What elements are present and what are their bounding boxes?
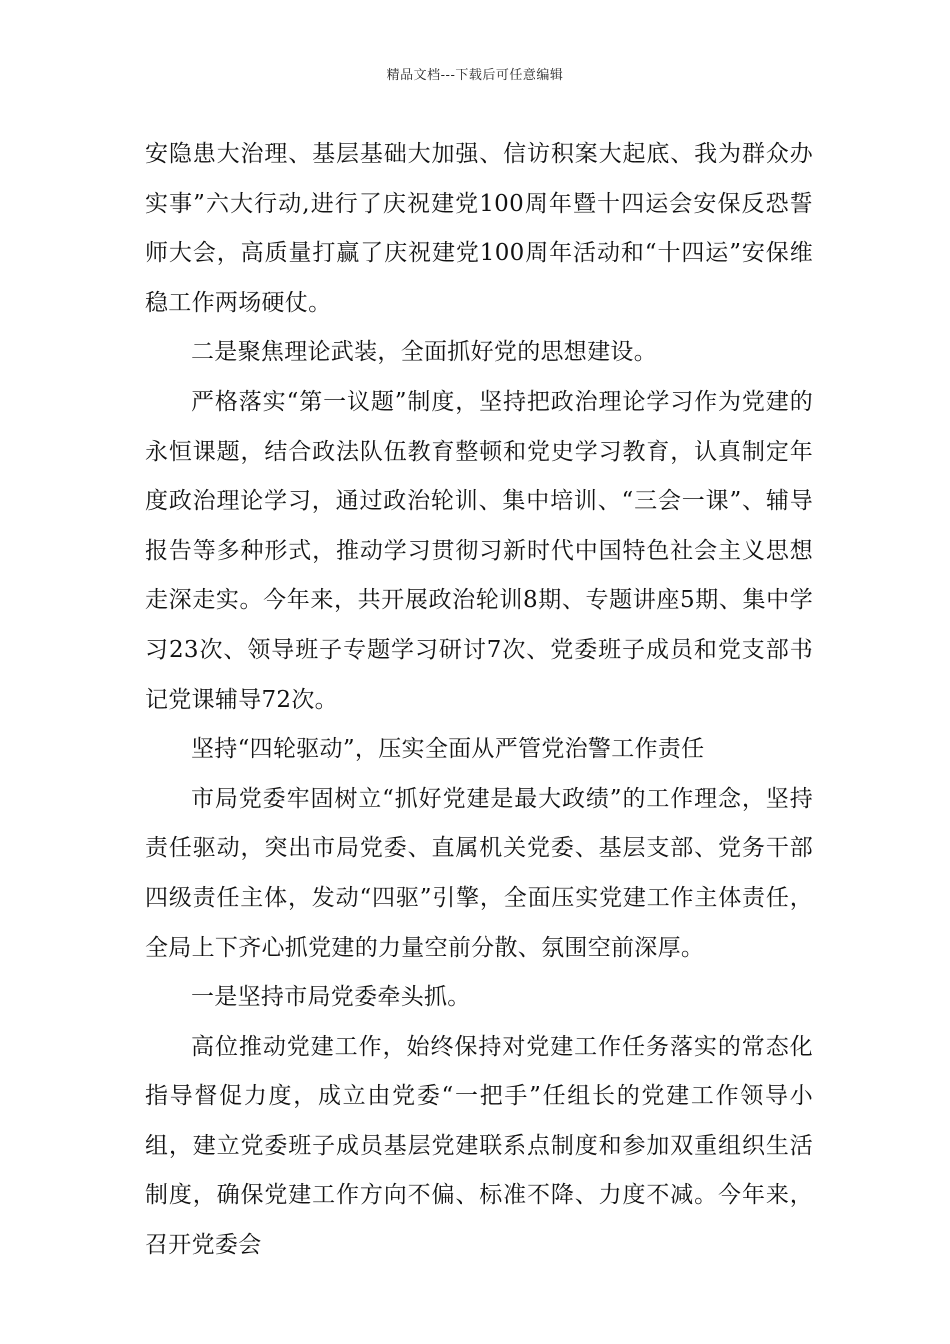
paragraph-7: 高位推动党建工作，始终保持对党建工作任务落实的常态化指导督促力度，成立由党委“一把手”任组长的党建工作领导小组，建立党委班子成员基层党建联系点制度和参加双重组织生活制度，确保党建工作方向不偏、标准不降、力度不减。今年来，召开党委会: [145, 1033, 813, 1259]
page-header: 精品文档---下载后可任意编辑: [386, 68, 564, 83]
paragraph-2-heading: 二是聚焦理论武装，全面抓好党的思想建设。: [191, 339, 657, 366]
paragraph-5: 市局党委牢固树立“抓好党建是最大政绩”的工作理念，坚持责任驱动，突出市局党委、直属机关党委、基层支部、党务干部四级责任主体，发动“四驱”引擎，全面压实党建工作主体责任，全局上下齐心抓党建的力量空前分散、氛围空前深厚。: [145, 785, 813, 961]
document-body: [145, 130, 813, 1271]
paragraph-4-heading: 坚持“四轮驱动”，压实全面从严管党治警工作责任: [191, 736, 705, 763]
paragraph-1: 安隐患大治理、基层基础大加强、信访积案大起底、我为群众办实事”六大行动,进行了庆祝建党100周年暨十四运会安保反恐誓师大会，高质量打赢了庆祝建党100周年活动和“十四运”安保维稳工作两场硬仗。: [145, 141, 813, 316]
paragraph-6-heading: 一是坚持市局党委牵头抓。: [191, 984, 471, 1011]
paragraph-3: 严格落实“第一议题”制度，坚持把政治理论学习作为党建的永恒课题，结合政法队伍教育整顿和党史学习教育，认真制定年度政治理论学习，通过政治轮训、集中培训、“三会一课”、辅导报告等多种形式，推动学习贯彻习新时代中国特色社会主义思想走深走实。今年来，共开展政治轮训8期、专题讲座5期、集中学习23次、领导班子专题学习研讨7次、党委班子成员和党支部书记党课辅导72次。: [145, 388, 813, 713]
